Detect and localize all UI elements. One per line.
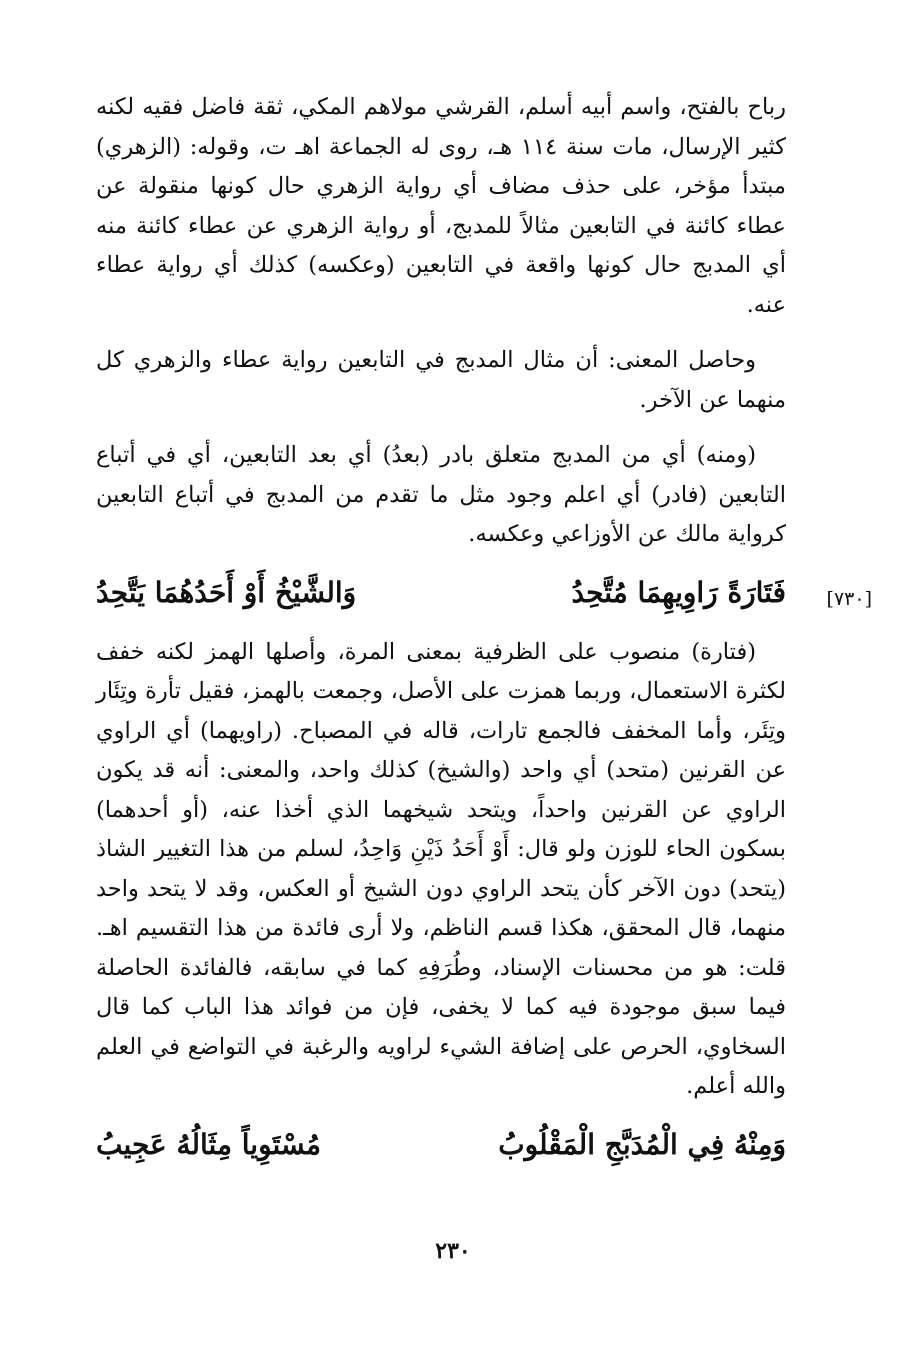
verse-first-hemistich: فَتَارَةً رَاوِيهِمَا مُتَّحِدُ (571, 575, 786, 609)
page-number: ٢٣٠ (435, 1238, 471, 1264)
verse-next (96, 1123, 786, 1167)
commentary-paragraph-1: رباح بالفتح، واسم أبيه أسلم، القرشي مولاهم المكي، ثقة فاضل فقيه لكنه كثير الإرسال، مات سنة ١١٤ هـ، روى له الجماعة اهـ ت، وقوله: (الزهري) مبتدأ مؤخر، على حذف مضاف أي رواية الزهري حال كونها منقولة عن عطاء كائنة في التابعين مثالاً للمدبج، أو رواية الزهري عن عطاء كائنة منه أي المدبج حال كونها واقعة في التابعين (وعكسه) كذلك أي رواية عطاء عنه. (96, 94, 786, 318)
verse-730 (96, 571, 872, 615)
page-body (96, 88, 872, 1185)
commentary-paragraph-3: (ومنه) أي من المدبج متعلق بادر (بعدُ) أي بعد التابعين، أي في أتباع التابعين (فادر) أي اعلم وجود مثل ما تقدم من المدبج في أتباع التابعين كرواية مالك عن الأوزاعي وعكسه. (96, 442, 786, 547)
verse-next-second-hemistich: مُسْتَوِياً مِثَالُهُ عَجِيبُ (96, 1127, 321, 1161)
verse-number: [٧٣٠] (826, 587, 872, 610)
verse-second-hemistich: وَالشَّيْخُ أَوْ أَحَدُهُمَا يَتَّحِدُ (96, 575, 357, 609)
verse-next-first-hemistich: وَمِنْهُ فِي الْمُدَبَّجِ الْمَقْلُوبُ (498, 1127, 786, 1161)
commentary-paragraph-2: وحاصل المعنى: أن مثال المدبج في التابعين رواية عطاء والزهري كل منهما عن الآخر. (96, 347, 786, 413)
commentary-paragraph-main: (فتارة) منصوب على الظرفية بمعنى المرة، وأصلها الهمز لكنه خفف لكثرة الاستعمال، وربما همزت على الأصل، وجمعت بالهمز، فقيل تأرة وتِئَار وتِئَر، وأما المخفف فالجمع تارات، قاله في المصباح. (راويهما) أي الراوي عن القرنين (متحد) أي واحد (والشيخ) كذلك واحد، والمعنى: أنه قد يكون الراوي عن القرنين واحداً، ويتحد شيخهما الذي أخذا عنه، (أو أحدهما) بسكون الحاء للوزن ولو قال: أَوْ أَحَدُ ذَيْنِ وَاحِدُ، لسلم من هذا التغيير الشاذ (يتحد) دون الآخر كأن يتحد الراوي دون الشيخ أو العكس، وقد لا يتحد واحد منهما، قال المحقق، هكذا قسم الناظم، ولا أرى فائدة من هذا التقسيم اهـ. قلت: هو من محسنات الإسناد، وطُرَفِهِ كما في سابقه، فالفائدة الحاصلة فيما سبق موجودة فيه كما لا يخفى، فإن من فوائد هذا الباب كما قال السخاوي، الحرص على إضافة الشيء لراويه والرغبة في التواضع في العلم والله أعلم. (96, 638, 786, 1099)
